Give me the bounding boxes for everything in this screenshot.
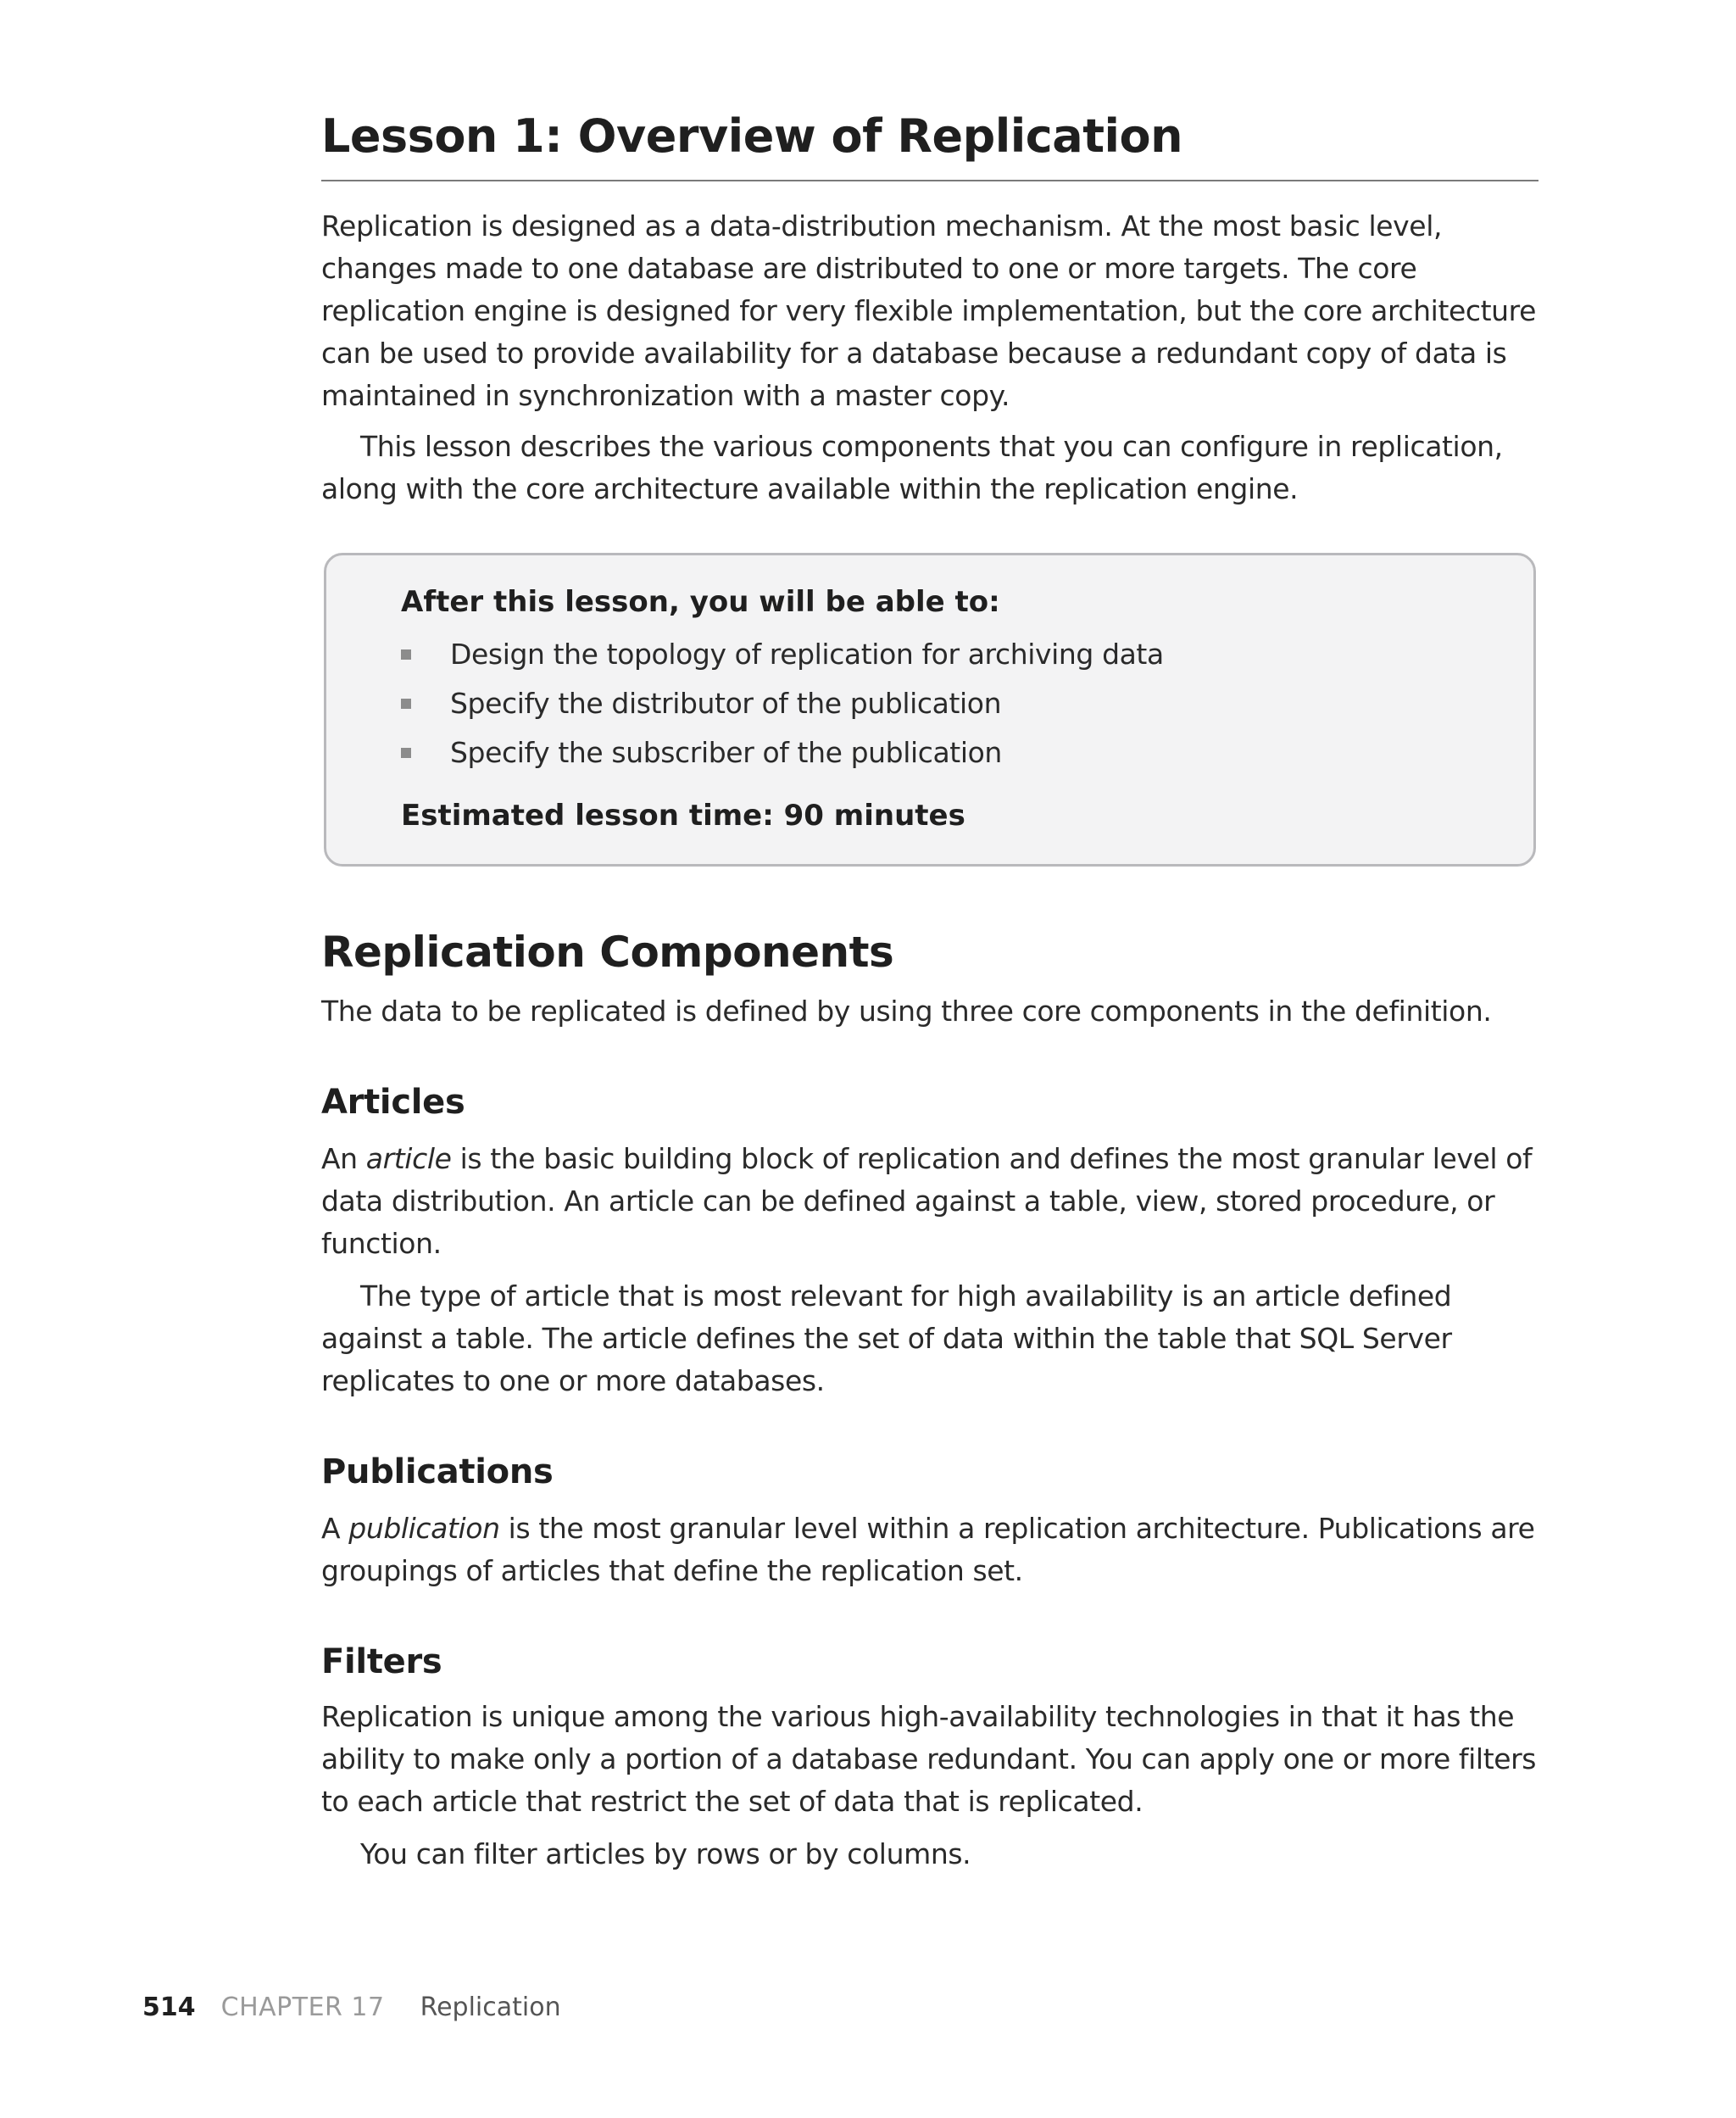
text-run: is the basic building block of replication and defines the most granular level of data distribution. An article can be defined against a table, view, stored procedure, or function. (321, 1142, 1533, 1260)
text-run: is the most granular level within a replication architecture. Publications are groupings of articles that define the replication set. (321, 1512, 1535, 1587)
chapter-title: Replication (420, 1993, 561, 2022)
text-run: An (321, 1142, 366, 1175)
objective-item (401, 728, 1164, 778)
subsection-heading-publications: Publications (321, 1452, 554, 1491)
square-bullet-icon (401, 649, 411, 660)
objective-item (401, 630, 1164, 679)
square-bullet-icon (401, 699, 411, 709)
defined-term: article (365, 1142, 452, 1175)
articles-section (321, 1138, 1538, 1402)
filters-section (321, 1696, 1538, 1876)
section-heading-replication-components: Replication Components (321, 928, 894, 977)
publications-section (321, 1508, 1538, 1592)
objective-text: Specify the distributor of the publication (450, 687, 1002, 720)
text-run: A (321, 1512, 349, 1545)
articles-paragraph-1 (321, 1138, 1538, 1265)
articles-paragraph-2: The type of article that is most relevant for high availability is an article defined against a table. The article defines the set of data within the table that SQL Server replicates to one or more databases. (321, 1279, 1452, 1397)
publications-paragraph (321, 1508, 1538, 1592)
page-number: 514 (142, 1993, 196, 2022)
lesson-title: Lesson 1: Overview of Replication (321, 109, 1183, 163)
objectives-heading: After this lesson, you will be able to: (401, 585, 1000, 619)
title-divider (321, 180, 1538, 181)
subsection-heading-articles: Articles (321, 1083, 465, 1122)
filters-paragraph-2: You can filter articles by rows or by columns. (360, 1837, 971, 1870)
objectives-list (401, 630, 1164, 778)
page-footer (142, 1989, 561, 2026)
chapter-label: CHAPTER 17 (220, 1993, 385, 2022)
subsection-heading-filters: Filters (321, 1642, 442, 1681)
components-intro-paragraph: The data to be replicated is defined by using three core components in the definition. (321, 995, 1492, 1028)
lesson-objectives-box (324, 553, 1536, 867)
defined-term: publication (348, 1512, 500, 1545)
estimated-lesson-time: Estimated lesson time: 90 minutes (401, 799, 965, 833)
components-intro (321, 990, 1538, 1033)
intro-paragraph-1: Replication is designed as a data-distribution mechanism. At the most basic level, changes made to one database are distributed to one or more targets. The core replication engine is designed for very flexible implementation, but the core architecture can be used to provide availability for a database because a redundant copy of data is maintained in synchronization with a master copy. (321, 209, 1537, 412)
objective-item (401, 679, 1164, 728)
lesson-intro (321, 205, 1538, 510)
square-bullet-icon (401, 748, 411, 758)
filters-paragraph-1: Replication is unique among the various high-availability technologies in that it has the ability to make only a portion of a database redundant. You can apply one or more filters to each article that restrict the set of data that is replicated. (321, 1700, 1537, 1818)
intro-paragraph-2: This lesson describes the various components that you can configure in replication, along with the core architecture available within the replication engine. (321, 430, 1503, 505)
objective-text: Design the topology of replication for archiving data (450, 638, 1164, 671)
objective-text: Specify the subscriber of the publication (450, 736, 1002, 769)
